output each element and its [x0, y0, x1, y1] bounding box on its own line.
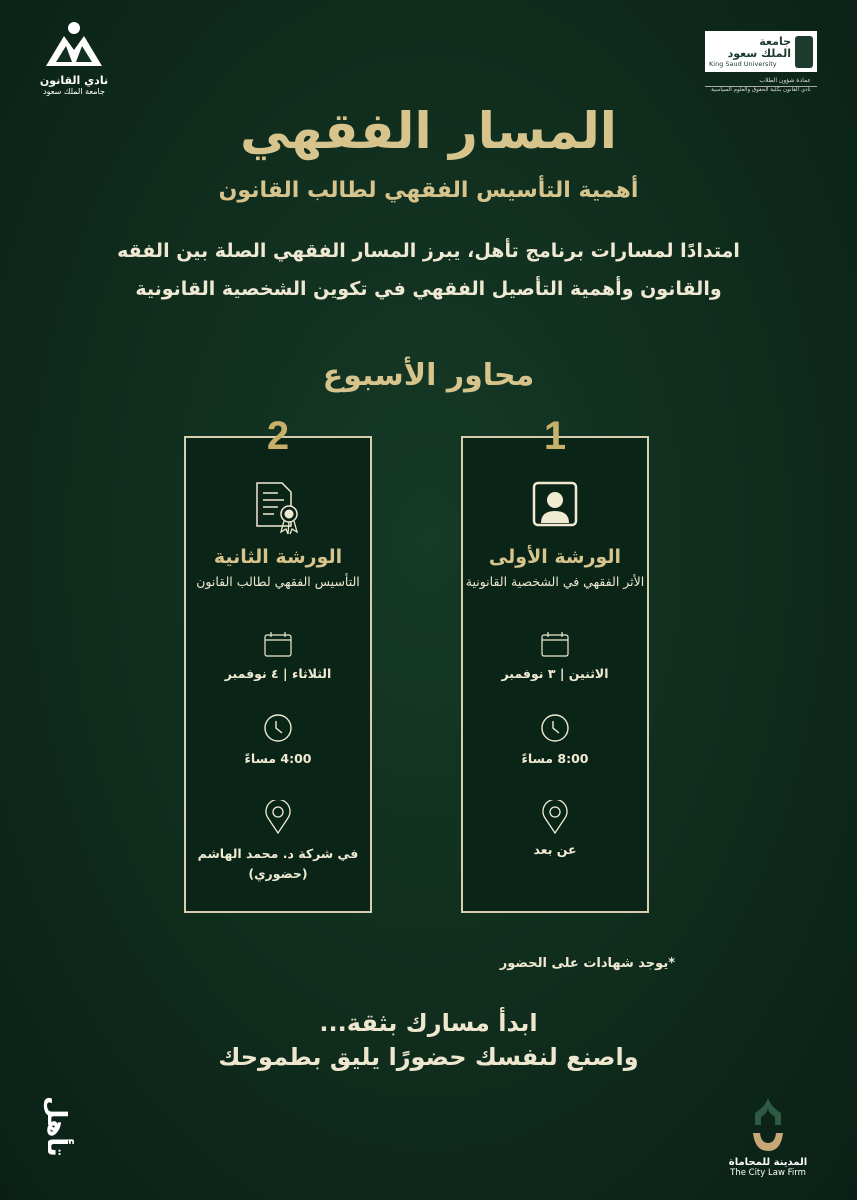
workshop-topic: الأثر الفقهي في الشخصية القانونية — [465, 574, 645, 589]
taahal-logo — [36, 1095, 76, 1157]
ksu-arabic-1: جامعة — [759, 34, 791, 48]
section-title: محاور الأسبوع — [322, 358, 535, 393]
page-title: المسار الفقهي — [240, 102, 617, 160]
closing-line-1: ابدأ مسارك بثقة... — [319, 1009, 538, 1037]
certificate-icon — [254, 480, 302, 536]
calendar-icon — [541, 631, 569, 657]
ksu-dept-2: نادي القانون بكلية الحقوق والعلوم السياسية — [705, 86, 817, 93]
workshop-location-note: (حضوري) — [248, 866, 308, 881]
description — [0, 232, 857, 308]
closing-message — [0, 1006, 857, 1074]
workshop-time: 4:00 مساءً — [244, 751, 312, 766]
law-firm-emblem-icon — [751, 1097, 785, 1153]
location-pin-icon — [265, 800, 291, 834]
workshop-topic: التأسيس الفقهي لطالب القانون — [196, 574, 360, 589]
workshop-number-2: 2 — [266, 414, 290, 458]
scales-logo-icon — [38, 20, 110, 70]
workshop-time: 8:00 مساءً — [521, 751, 589, 766]
law-firm-arabic: المدينة للمحاماة — [728, 1157, 808, 1168]
user-portrait-icon — [531, 480, 579, 528]
ksu-emblem-icon — [795, 36, 813, 68]
description-line-2: والقانون وأهمية التأصيل الفقهي في تكوين الشخصية القانونية — [135, 278, 722, 300]
workshop-date: الاثنين | ٣ نوفمبر — [501, 666, 609, 681]
workshop-title: الورشة الأولى — [488, 546, 622, 568]
law-club-logo — [38, 20, 110, 96]
workshop-location: في شركة د. محمد الهاشم — [197, 846, 359, 861]
certificate-footnote: *يوجد شهادات على الحضور — [499, 956, 675, 971]
ksu-english: King Saud University — [709, 59, 777, 68]
workshop-card-1 — [461, 436, 649, 913]
ksu-arabic-2: الملك سعود — [727, 46, 791, 60]
ksu-logo — [705, 31, 817, 93]
workshop-card-2 — [184, 436, 372, 913]
workshop-date: الثلاثاء | ٤ نوفمبر — [224, 666, 332, 681]
law-firm-english: The City Law Firm — [730, 1168, 806, 1178]
calendar-icon — [264, 631, 292, 657]
city-law-firm-logo — [722, 1097, 814, 1178]
workshop-location: عن بعد — [533, 842, 577, 857]
closing-line-2: واصنع لنفسك حضورًا يليق بطموحك — [218, 1043, 639, 1071]
ksu-dept-1: عمادة شؤون الطلاب — [759, 77, 811, 84]
law-club-name: نادي القانون — [39, 74, 109, 87]
law-club-university: جامعة الملك سعود — [43, 87, 105, 96]
workshop-title: الورشة الثانية — [213, 546, 343, 568]
description-line-1: امتدادًا لمسارات برنامج تأهل، يبرز المسار الفقهي الصلة بين الفقه — [117, 240, 740, 262]
clock-icon — [540, 713, 570, 743]
taahal-logo-text: تأهل — [41, 1095, 71, 1157]
workshop-number-1: 1 — [543, 414, 567, 458]
location-pin-icon — [542, 800, 568, 834]
page-subtitle: أهمية التأسيس الفقهي لطالب القانون — [218, 178, 639, 203]
clock-icon — [263, 713, 293, 743]
